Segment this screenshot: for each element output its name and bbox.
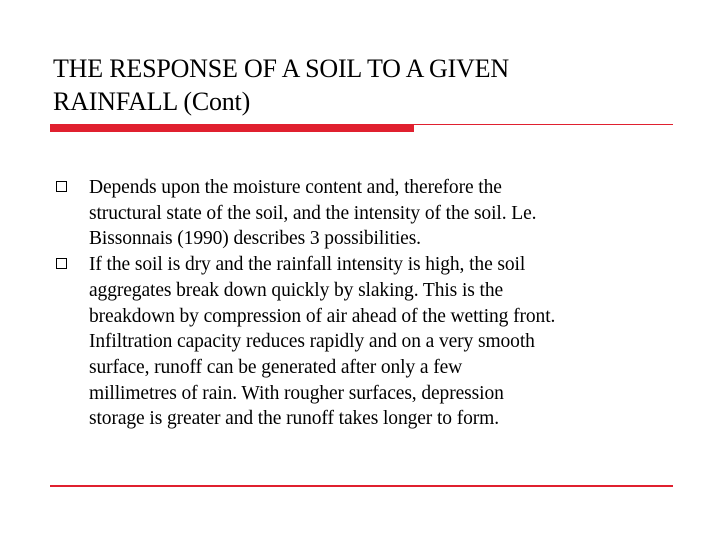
bullet-line: Infiltration capacity reduces rapidly and on a very smooth (89, 331, 535, 353)
slide-title-line: THE RESPONSE OF A SOIL TO A GIVEN (53, 54, 509, 83)
bullet-text (89, 252, 693, 432)
bullet-line: aggregates break down quickly by slaking. This is the (89, 279, 504, 301)
bullet-item (53, 175, 693, 252)
bullet-line: surface, runoff can be generated after only a few (89, 356, 463, 378)
title-underline-thick (50, 124, 414, 132)
hollow-square-icon (56, 258, 67, 269)
bullet-line: breakdown by compression of air ahead of the wetting front. (89, 305, 556, 327)
bullet-line: Bissonnais (1990) describes 3 possibilities. (89, 228, 421, 250)
bullet-item (53, 252, 693, 432)
bullet-text (89, 175, 693, 252)
hollow-square-icon (56, 181, 67, 192)
bullet-line: millimetres of rain. With rougher surfaces, depression (89, 382, 504, 404)
bullet-line: If the soil is dry and the rainfall intensity is high, the soil (89, 254, 526, 276)
bullet-list (53, 175, 693, 432)
bullet-line: Depends upon the moisture content and, therefore the (89, 177, 502, 198)
slide-title (53, 52, 673, 118)
title-underline-thin (414, 124, 673, 125)
bullet-line: structural state of the soil, and the intensity of the soil. Le. (89, 202, 537, 224)
bullet-line: storage is greater and the runoff takes longer to form. (89, 408, 499, 430)
slide-title-line: RAINFALL (Cont) (53, 87, 251, 116)
footer-rule (50, 485, 673, 487)
